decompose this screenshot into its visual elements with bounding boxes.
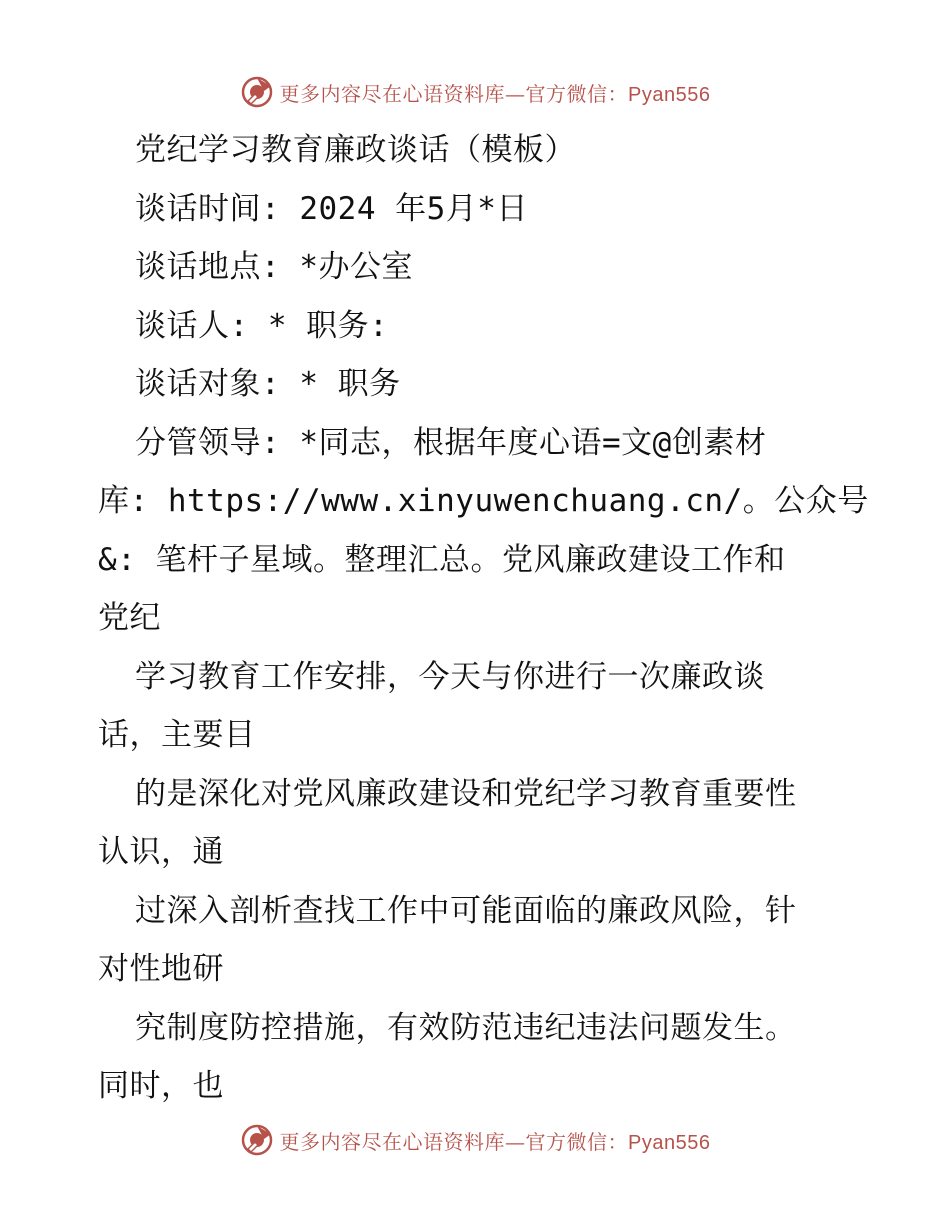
text-line: 同时，也 (98, 1068, 224, 1104)
text-line: 党纪学习教育廉政谈话（模板） (135, 132, 576, 168)
header-banner (0, 72, 950, 112)
text-line: 学习教育工作安排，今天与你进行一次廉政谈 (135, 658, 765, 695)
text-line: 过深入剖析查找工作中可能面临的廉政风险，针 (135, 892, 797, 929)
text-line: 谈话对象: * 职务 (135, 366, 401, 402)
logo-icon (240, 1123, 274, 1157)
text-line: 的是深化对党风廉政建设和党纪学习教育重要性 (135, 775, 797, 812)
logo-icon (240, 75, 274, 109)
footer-banner (0, 1120, 950, 1160)
text-line: 对性地研 (98, 951, 224, 987)
text-line: 谈话地点: *办公室 (135, 249, 413, 285)
banner-text: 更多内容尽在心语资料库—官方微信：Pyan556 (279, 1129, 711, 1154)
banner-wechat: Pyan556 (628, 83, 711, 106)
document-body (98, 121, 868, 1116)
banner-wechat: Pyan556 (628, 1131, 711, 1154)
text-line: 谈话人: * 职务: (135, 307, 389, 344)
banner-text: 更多内容尽在心语资料库—官方微信：Pyan556 (279, 81, 711, 106)
text-line: &: 笔杆子星域。整理汇总。党风廉政建设工作和 (98, 541, 786, 578)
text-line: 党纪 (98, 600, 161, 636)
text-line: 究制度防控措施，有效防范违纪违法问题发生。 (135, 1009, 797, 1046)
text-line: 分管领导: *同志，根据年度心语=文@创素材 (135, 424, 767, 461)
text-line: 谈话时间: 2024 年5月*日 (135, 190, 528, 227)
text-line: 认识，通 (98, 834, 224, 870)
text-line: 话，主要目 (98, 717, 256, 753)
text-line: 库: https://www.xinyuwenchuang.cn/。公众号 (98, 483, 869, 519)
